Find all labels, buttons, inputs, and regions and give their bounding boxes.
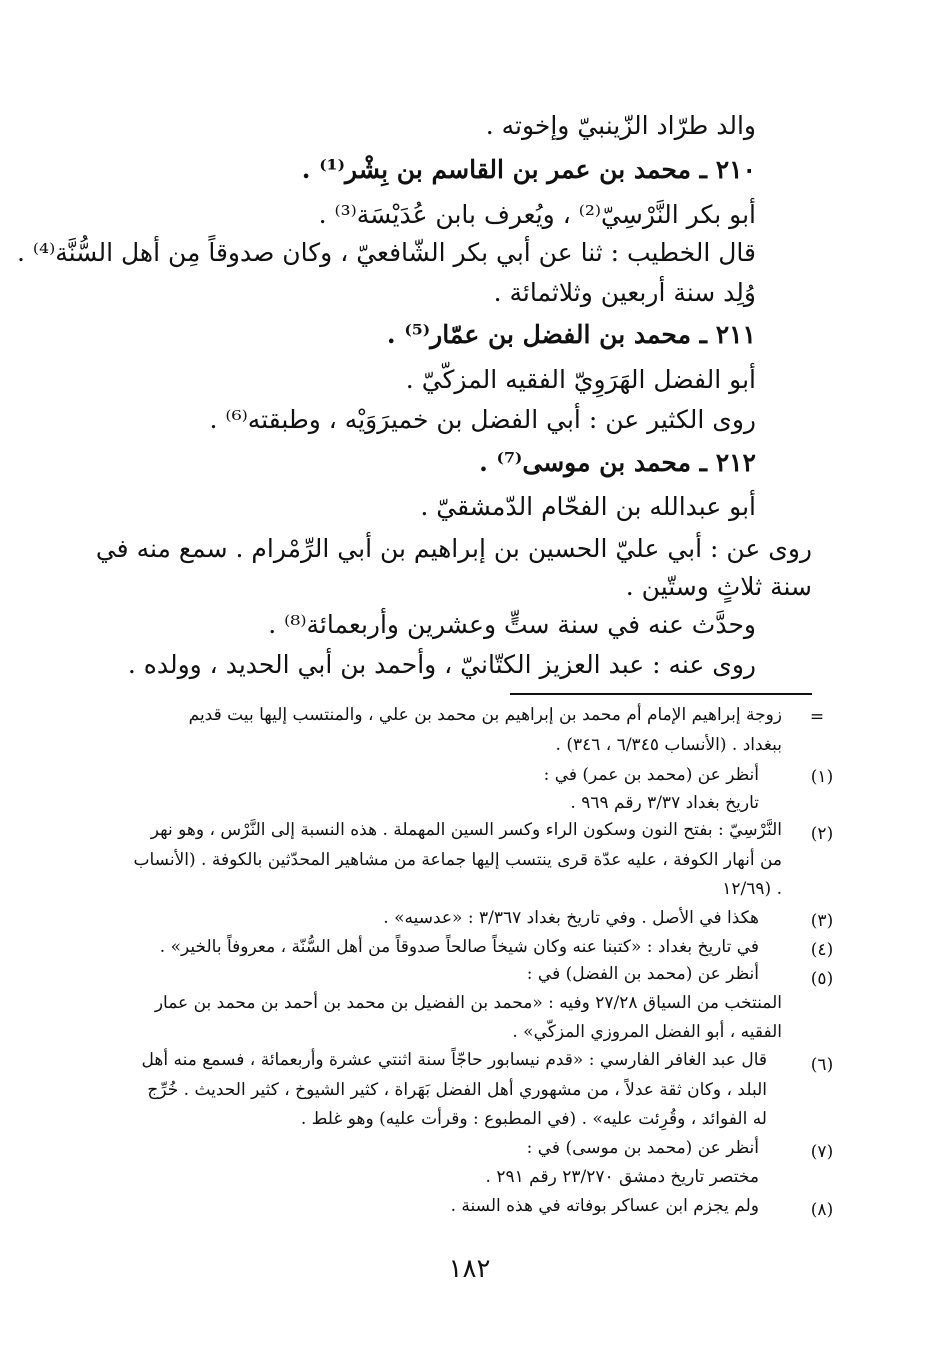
footnote-number: (١) [810, 767, 834, 787]
text-line: روى الكثير عن : أبي الفضل بن خميرَوَيْه ، وطبقته⁽⁶⁾ . [209, 405, 756, 434]
footnote-number: (٢) [810, 824, 834, 844]
text-line: روى عنه : عبد العزيز الكتّانيّ ، وأحمد بن أبي الحديد ، وولده . [127, 650, 756, 679]
footnote-line: ولم يجزم ابن عساكر بوفاته في هذه السنة . [450, 1196, 759, 1216]
footnote-line: المنتخب من السياق ٢٧/٢٨ وفيه : «محمد بن الفضيل بن محمد بن أحمد بن محمد بن عمار [154, 993, 782, 1013]
text-line: قال الخطيب : ثنا عن أبي بكر الشّافعيّ ، وكان صدوقاً مِن أهل السُّنَّة⁽⁴⁾ . [17, 238, 756, 267]
page-number: ١٨٢ [448, 1254, 491, 1284]
text-line: والد طرّاد الزّينبيّ وإخوته . [485, 111, 756, 140]
entry-heading-211: ٢١١ ـ محمد بن الفضل بن عمّار⁽⁵⁾ . [386, 320, 756, 349]
footnote-continuation-marker: = [809, 707, 825, 727]
entry-heading-210: ٢١٠ ـ محمد بن عمر بن القاسم بن بِشْر⁽¹⁾ . [301, 155, 756, 184]
footnote-line: ١٢/٦٩) . [722, 879, 782, 899]
footnote-separator [510, 693, 812, 695]
footnote-line: في تاريخ بغداد : «كتبنا عنه وكان شيخاً صالحاً صدوقاً من أهل السُّنّة ، معروفاً بالخير» . [159, 937, 759, 957]
footnote-number: (٨) [810, 1200, 834, 1220]
text-line: وُلِد سنة أربعين وثلاثمائة . [493, 278, 756, 307]
footnote-line: هكذا في الأصل . وفي تاريخ بغداد ٣/٣٦٧ : «عدسيه» . [383, 908, 759, 928]
footnote-number: (٥) [810, 969, 834, 989]
footnote-number: (٤) [810, 940, 834, 960]
footnote-line: له الفوائد ، وقُرِئت عليه» . (في المطبوع : وقرأت عليه) وهو غلط . [300, 1109, 767, 1129]
footnote-line: النَّرْسِيّ : بفتح النون وسكون الراء وكسر السين المهملة . هذه النسبة إلى النَّرْس ، وهو نهر [150, 820, 782, 840]
text-line: روى عن : أبي عليّ الحسين بن إبراهيم بن أبي الرِّمْرام . سمع منه في [95, 534, 812, 563]
text-line: وحدَّث عنه في سنة ستٍّ وعشرين وأربعمائة⁽⁸⁾ . [268, 610, 756, 639]
footnote-line: من أنهار الكوفة ، عليه عدّة قرى ينتسب إليها جماعة من مشاهير المحدّثين بالكوفة . (الأنساب [133, 850, 782, 870]
footnote-line: البلد ، وكان ثقة عدلاً ، من مشهوري أهل الفضل بَهَراة ، كثير الشيوخ ، كثير الحديث . خُرِّج [147, 1080, 767, 1100]
text-line: أبو بكر النَّرْسِيّ⁽²⁾ ، ويُعرف بابن عُدَيْسَة⁽³⁾ . [318, 200, 756, 229]
footnote-line: ببغداد . (الأنساب ٦/٣٤٥ ، ٣٤٦) . [555, 735, 782, 755]
footnote-line: أنظر عن (محمد بن موسى) في : [526, 1138, 759, 1158]
footnote-line: تاريخ بغداد ٣/٣٧ رقم ٩٦٩ . [570, 793, 759, 813]
text-line: أبو الفضل الهَرَوِيّ الفقيه المزكّيّ . [405, 365, 756, 394]
footnote-number: (٧) [810, 1142, 834, 1162]
footnote-number: (٦) [810, 1055, 834, 1075]
footnote-line: أنظر عن (محمد بن الفضل) في : [526, 964, 759, 984]
footnote-line: زوجة إبراهيم الإمام أم محمد بن إبراهيم بن محمد بن علي ، والمنتسب إليها بيت قديم [188, 705, 782, 725]
text-line: سنة ثلاثٍ وستّين . [625, 572, 812, 601]
entry-heading-212: ٢١٢ ـ محمد بن موسى⁽⁷⁾ . [479, 448, 756, 477]
text-line: أبو عبدالله بن الفحّام الدّمشقيّ . [420, 492, 756, 521]
footnote-line: أنظر عن (محمد بن عمر) في : [543, 765, 759, 785]
footnote-line: مختصر تاريخ دمشق ٢٣/٢٧٠ رقم ٢٩١ . [485, 1167, 759, 1187]
footnote-line: قال عبد الغافر الفارسي : «قدم نيسابور حاجّاً سنة اثنتي عشرة وأربعمائة ، فسمع منه أهل [141, 1050, 767, 1070]
footnote-number: (٣) [810, 911, 834, 931]
footnote-line: الفقيه ، أبو الفضل المروزي المزكّي» . [512, 1022, 782, 1042]
